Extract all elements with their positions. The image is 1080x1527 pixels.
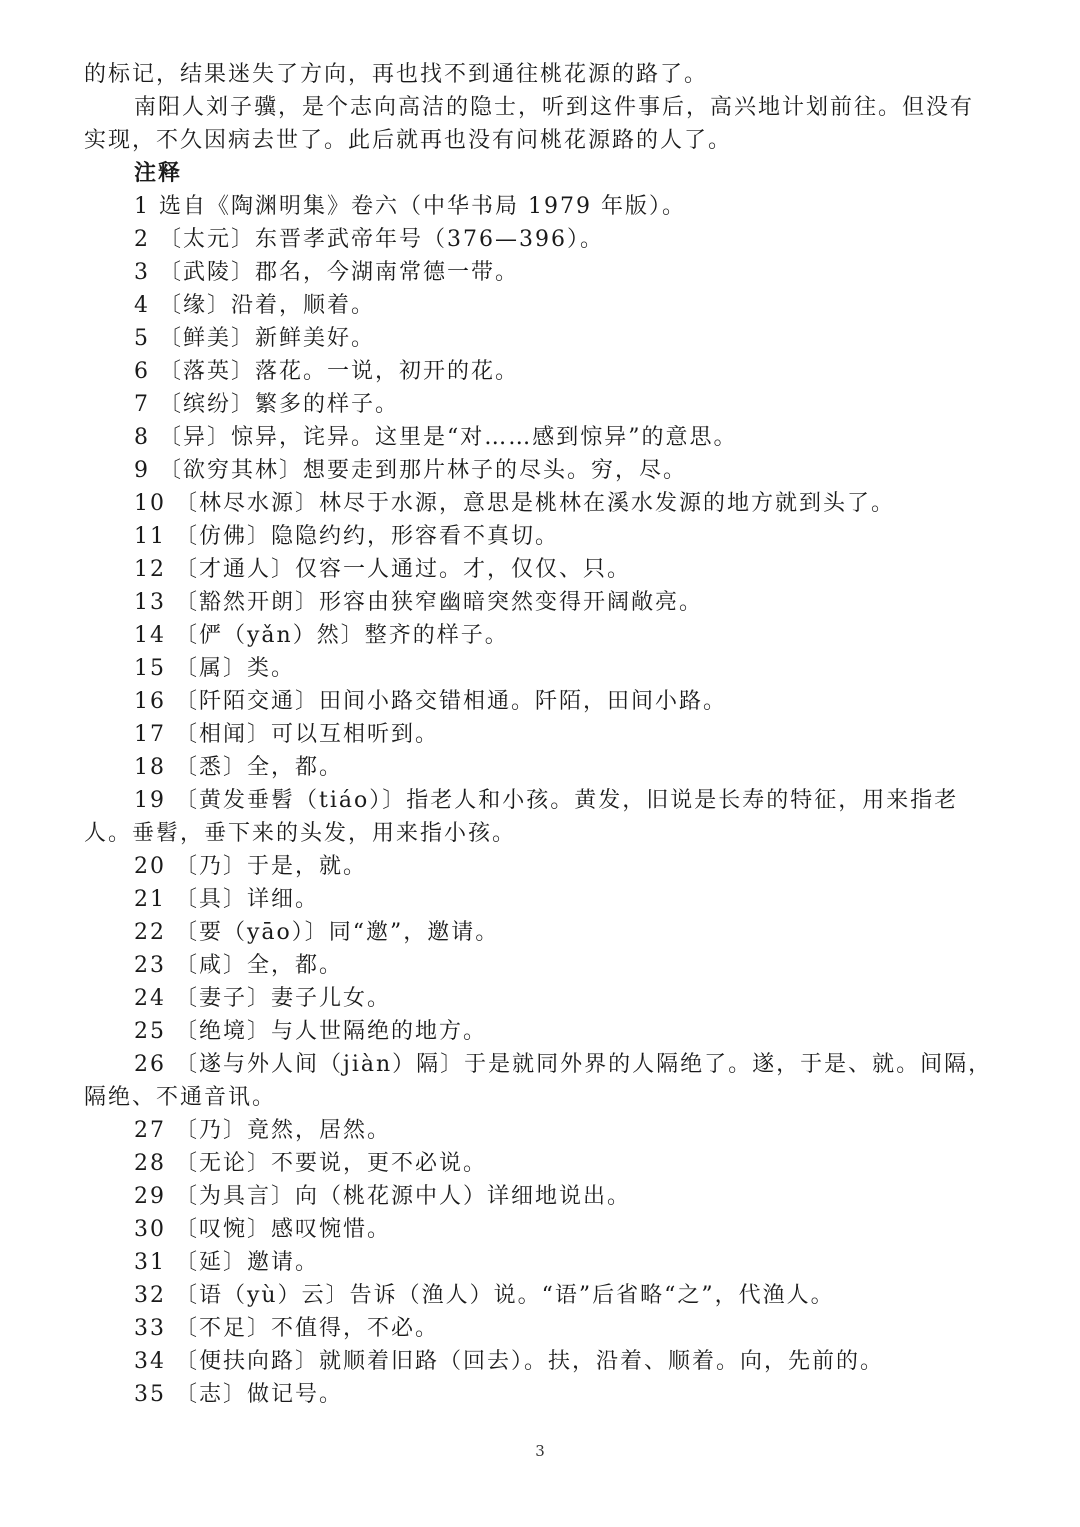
- notes-list: [84, 190, 996, 1411]
- note-number: 19: [134, 788, 166, 813]
- note-text: 〔无论〕不要说，更不必说。: [175, 1151, 488, 1176]
- note-item: [84, 520, 996, 553]
- note-number: 21: [134, 887, 166, 912]
- note-text: 〔俨（yǎn）然〕整齐的样子。: [175, 623, 509, 648]
- note-item: [84, 751, 996, 784]
- note-number: 26: [134, 1052, 166, 1077]
- note-number: 35: [134, 1382, 166, 1407]
- note-text: 〔黄发垂髫（tiáo）〕指老人和小孩。黄发，旧说是长寿的特征，用来指老人。垂髫，垂下来的头发，用来指小孩。: [84, 788, 959, 846]
- page-number: 3: [535, 1442, 545, 1460]
- note-item: [84, 421, 996, 454]
- note-item: [84, 223, 996, 256]
- note-number: 6: [134, 359, 150, 384]
- note-text: 〔要（yāo）〕同“邀”，邀请。: [175, 920, 500, 945]
- note-item: [84, 982, 996, 1015]
- note-text: 〔缤纷〕繁多的样子。: [159, 392, 400, 417]
- note-item: [84, 256, 996, 289]
- note-text: 〔便扶向路〕就顺着旧路（回去）。扶，沿着、顺着。向，先前的。: [175, 1349, 885, 1374]
- paragraph: 南阳人刘子骥，是个志向高洁的隐士，听到这件事后，高兴地计划前往。但没有实现，不久因病去世了。此后就再也没有问桃花源路的人了。: [84, 95, 975, 153]
- note-item: [84, 487, 996, 520]
- note-item: [84, 1246, 996, 1279]
- note-number: 5: [134, 326, 150, 351]
- note-item: [84, 850, 996, 883]
- note-number: 4: [134, 293, 150, 318]
- notes-heading: 注释: [134, 161, 183, 186]
- note-number: 11: [134, 524, 166, 549]
- note-number: 12: [134, 557, 166, 582]
- note-text: 〔太元〕东晋孝武帝年号（376—396）。: [159, 227, 604, 252]
- note-item: [84, 289, 996, 322]
- note-number: 18: [134, 755, 166, 780]
- note-item: [84, 586, 996, 619]
- note-item: [84, 652, 996, 685]
- note-number: 10: [134, 491, 166, 516]
- note-item: [84, 1147, 996, 1180]
- note-item: [84, 322, 996, 355]
- note-number: 8: [134, 425, 150, 450]
- note-number: 17: [134, 722, 166, 747]
- note-text: 〔乃〕竟然，居然。: [175, 1118, 392, 1143]
- note-number: 29: [134, 1184, 166, 1209]
- note-item: [84, 949, 996, 982]
- note-text: 〔属〕类。: [175, 656, 296, 681]
- note-item: [84, 1114, 996, 1147]
- note-number: 32: [134, 1283, 166, 1308]
- note-number: 1: [134, 194, 150, 219]
- note-text: 〔为具言〕向（桃花源中人）详细地说出。: [175, 1184, 632, 1209]
- note-number: 3: [134, 260, 150, 285]
- note-text: 〔异〕惊异，诧异。这里是“对……感到惊异”的意思。: [159, 425, 738, 450]
- note-item: [84, 553, 996, 586]
- note-text: 〔相闻〕可以互相听到。: [175, 722, 440, 747]
- document-body: [84, 58, 996, 1411]
- note-item: [84, 388, 996, 421]
- note-number: 31: [134, 1250, 166, 1275]
- note-text: 〔绝境〕与人世隔绝的地方。: [175, 1019, 488, 1044]
- note-text: 〔阡陌交通〕田间小路交错相通。阡陌，田间小路。: [175, 689, 728, 714]
- note-item: [84, 1015, 996, 1048]
- note-text: 〔志〕做记号。: [175, 1382, 344, 1407]
- note-number: 20: [134, 854, 166, 879]
- note-item: [84, 190, 996, 223]
- note-text: 选自《陶渊明集》卷六（中华书局 1979 年版）。: [159, 194, 686, 219]
- note-text: 〔落英〕落花。一说，初开的花。: [159, 359, 520, 384]
- note-text: 〔仿佛〕隐隐约约，形容看不真切。: [175, 524, 560, 549]
- note-item: [84, 916, 996, 949]
- note-item: [84, 1213, 996, 1246]
- note-item: [84, 685, 996, 718]
- note-number: 22: [134, 920, 166, 945]
- note-text: 〔缘〕沿着，顺着。: [159, 293, 376, 318]
- note-item: [84, 1180, 996, 1213]
- paragraph: 的标记，结果迷失了方向，再也找不到通往桃花源的路了。: [84, 62, 709, 87]
- note-text: 〔语（yù）云〕告诉（渔人）说。“语”后省略“之”，代渔人。: [175, 1283, 835, 1308]
- note-text: 〔延〕邀请。: [175, 1250, 320, 1275]
- note-item: [84, 454, 996, 487]
- note-text: 〔叹惋〕感叹惋惜。: [175, 1217, 392, 1242]
- note-text: 〔欲穷其林〕想要走到那片林子的尽头。穷，尽。: [159, 458, 688, 483]
- note-number: 16: [134, 689, 166, 714]
- note-number: 23: [134, 953, 166, 978]
- note-text: 〔鲜美〕新鲜美好。: [159, 326, 376, 351]
- note-text: 〔林尽水源〕林尽于水源，意思是桃林在溪水发源的地方就到头了。: [175, 491, 896, 516]
- note-text: 〔豁然开朗〕形容由狭窄幽暗突然变得开阔敞亮。: [175, 590, 704, 615]
- note-number: 25: [134, 1019, 166, 1044]
- note-number: 30: [134, 1217, 166, 1242]
- note-item: [84, 1378, 996, 1411]
- note-item: [84, 1312, 996, 1345]
- note-number: 27: [134, 1118, 166, 1143]
- note-text: 〔咸〕全，都。: [175, 953, 344, 978]
- note-number: 13: [134, 590, 166, 615]
- note-number: 9: [134, 458, 150, 483]
- note-text: 〔悉〕全，都。: [175, 755, 344, 780]
- note-text: 〔不足〕不值得，不必。: [175, 1316, 440, 1341]
- note-number: 15: [134, 656, 166, 681]
- note-number: 28: [134, 1151, 166, 1176]
- note-item: [84, 1048, 996, 1114]
- note-item: [84, 784, 996, 850]
- note-text: 〔具〕详细。: [175, 887, 320, 912]
- note-item: [84, 883, 996, 916]
- note-number: 2: [134, 227, 150, 252]
- note-item: [84, 1345, 996, 1378]
- note-text: 〔遂与外人间（jiàn）隔〕于是就同外界的人隔绝了。遂，于是、就。间隔，隔绝、不通音讯。: [84, 1052, 993, 1110]
- note-number: 7: [134, 392, 150, 417]
- note-number: 33: [134, 1316, 166, 1341]
- note-item: [84, 355, 996, 388]
- note-text: 〔才通人〕仅容一人通过。才，仅仅、只。: [175, 557, 632, 582]
- note-number: 14: [134, 623, 166, 648]
- note-text: 〔妻子〕妻子儿女。: [175, 986, 392, 1011]
- note-item: [84, 1279, 996, 1312]
- note-item: [84, 718, 996, 751]
- note-text: 〔乃〕于是，就。: [175, 854, 368, 879]
- note-number: 34: [134, 1349, 166, 1374]
- note-text: 〔武陵〕郡名，今湖南常德一带。: [159, 260, 520, 285]
- note-number: 24: [134, 986, 166, 1011]
- note-item: [84, 619, 996, 652]
